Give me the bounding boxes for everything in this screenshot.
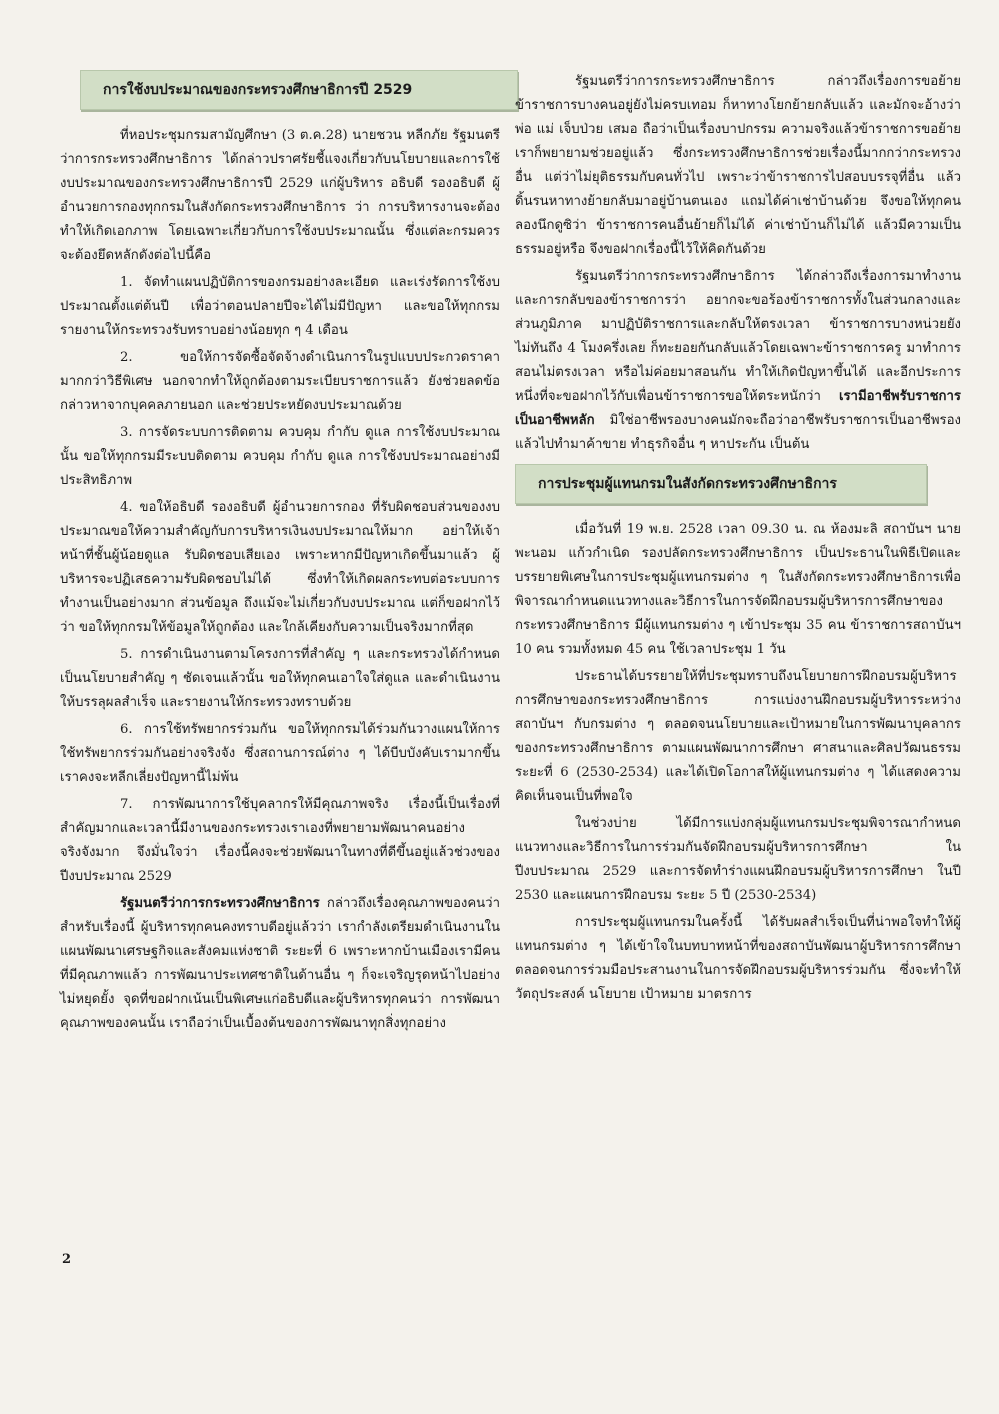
paragraph-result: การประชุมผู้แทนกรมในครั้งนี้ ได้รับผลสำเร็จเป็นที่น่าพอใจทำให้ผู้แทนกรมต่าง ๆ ได้เข้าใจในบทบาทหน้าที่ของสถาบันพัฒนาผู้บริหารการศึกษา ตลอดจนการร่วมมือประสานงานในการจัดฝึกอบรมผู้บริหารร่วมกัน ซึ่งจะทำให้ วัตถุประสงค์ นโยบาย เป้าหมาย มาตรการ xyxy=(515,915,961,1002)
list-item-3: 3. การจัดระบบการติดตาม ควบคุม กำกับ ดูแล การใช้งบประมาณนั้น ขอให้ทุกกรมมีระบบติดตาม ควบคุม กำกับ ดูแล การใช้งบประมาณอย่างมีประสิทธิภาพ xyxy=(60,425,500,488)
left-column xyxy=(60,70,500,1039)
right-column xyxy=(515,70,961,1010)
page-number: 2 xyxy=(62,1252,72,1267)
paragraph-work-bold: เรามีอาชีพรับราชการเป็นอาชีพหลัก xyxy=(515,389,961,428)
list-item-7: 7. การพัฒนาการใช้บุคลากรให้มีคุณภาพจริง เรื่องนี้เป็นเรื่องที่สำคัญมากและเวลานี้มีงานของกระทรวงเราเองที่พยายามพัฒนาคนอย่างจริงจังมาก จึงมั่นใจว่า เรื่องนี้คงจะช่วยพัฒนาในทางที่ดีขึ้นอยู่แล้วช่วงของปีงบประมาณ 2529 xyxy=(60,797,500,884)
section-heading-meeting: การประชุมผู้แทนกรมในสังกัดกระทรวงศึกษาธิการ xyxy=(515,464,927,504)
paragraph-intro: ที่หอประชุมกรมสามัญศึกษา (3 ต.ค.28) นายชวน หลีกภัย รัฐมนตรีว่าการกระทรวงศึกษาธิการ ได้กล่าวปราศรัยชี้แจงเกี่ยวกับนโยบายและการใช้งบประมาณของกระทรวงศึกษาธิการปี 2529 แก่ผู้บริหาร อธิบดี รองอธิบดี ผู้อำนวยการกองทุกกรมในสังกัดกระทรวงศึกษาธิการ ว่า การบริหารงานจะต้องทำให้เกิดเอกภาพ โดยเฉพาะเกี่ยวกับการใช้งบประมาณนั้น ซึ่งแต่ละกรมควรจะต้องยึดหลักดังต่อไปนี้คือ xyxy=(60,128,500,263)
paragraph-chair: ประธานได้บรรยายให้ที่ประชุมทราบถึงนโยบายการฝึกอบรมผู้บริหารการศึกษาของกระทรวงศึกษาธิการ การแบ่งงานฝึกอบรมผู้บริหารระหว่างสถาบันฯ กับกรมต่าง ๆ ตลอดจนนโยบายและเป้าหมายในการพัฒนาบุคลากรของกระทรวงศึกษาธิการ ตามแผนพัฒนาการศึกษา ศาสนาและศิลปวัฒนธรรม ระยะที่ 6 (2530-2534) และได้เปิดโอกาสให้ผู้แทนกรมต่าง ๆ ได้แสดงความคิดเห็นจนเป็นที่พอใจ xyxy=(515,669,961,804)
list-item-1: 1. จัดทำแผนปฏิบัติการของกรมอย่างละเอียด และเร่งรัดการใช้งบประมาณตั้งแต่ต้นปี เพื่อว่าตอนปลายปีจะได้ไม่มีปัญหา และขอให้ทุกกรมรายงานให้กระทรวงรับทราบอย่างน้อยทุก ๆ 4 เดือน xyxy=(60,275,500,338)
paragraph-quality-rest: กล่าวถึงเรื่องคุณภาพของคนว่า สำหรับเรื่องนี้ ผู้บริหารทุกคนคงทราบดีอยู่แล้วว่า เรากำลังเตรียมดำเนินงานในแผนพัฒนาเศรษฐกิจและสังคมแห่งชาติ ระยะที่ 6 เพราะหากบ้านเมืองเรามีคนที่มีคุณภาพแล้ว การพัฒนาประเทศชาติในด้านอื่น ๆ ก็จะเจริญรุดหน้าไปอย่างไม่หยุดยั้ง จุดที่ขอฝากเน้นเป็นพิเศษแก่อธิบดีและผู้บริหารทุกคนว่า การพัฒนาคุณภาพของคนนั้น เราถือว่าเป็นเบื้องต้นของการพัฒนาทุกสิ่งทุกอย่าง xyxy=(60,896,500,1031)
paragraph-quality xyxy=(60,892,500,1036)
list-item-2: 2. ขอให้การจัดซื้อจัดจ้างดำเนินการในรูปแบบประกวดราคามากกว่าวิธีพิเศษ นอกจากทำให้ถูกต้องตามระเบียบราชการแล้ว ยังช่วยลดข้อกล่าวหาจากบุคคลภายนอก และช่วยประหยัดงบประมาณด้วย xyxy=(60,350,500,413)
paragraph-transfer: รัฐมนตรีว่าการกระทรวงศึกษาธิการ กล่าวถึงเรื่องการขอย้ายข้าราชการบางคนอยู่ยังไม่ครบเทอม ก็หาทางโยกย้ายกลับแล้ว และมักจะอ้างว่า พ่อ แม่ เจ็บป่วย เสมอ ถือว่าเป็นเรื่องบาปกรรม ความจริงแล้วข้าราชการขอย้ายเราก็พยายามช่วยอยู่แล้ว ซึ่งกระทรวงศึกษาธิการช่วยเรื่องนี้มากกว่ากระทรวงอื่น แต่ว่าไม่ยุติธรรมกับคนทั่วไป เพราะว่าข้าราชการไปสอบบรรจุที่อื่น แล้วดิ้นรนหาทางย้ายกลับมาอยู่บ้านตนเอง แถมได้ค่าเช่าบ้านด้วย จึงขอให้ทุกคนลองนึกดูซิว่า ข้าราชการคนอื่นย้ายก็ไม่ได้ ค่าเช่าบ้านก็ไม่ได้ แล้วมีความเป็นธรรมอยู่หรือ จึงขอฝากเรื่องนี้ไว้ให้คิดกันด้วย xyxy=(515,74,961,257)
section-heading-budget: การใช้งบประมาณของกระทรวงศึกษาธิการปี 2529 xyxy=(80,70,518,110)
list-item-5: 5. การดำเนินงานตามโครงการที่สำคัญ ๆ และกระทรวงได้กำหนดเป็นนโยบายสำคัญ ๆ ชัดเจนแล้วนั้น ขอให้ทุกคนเอาใจใส่ดูแล และดำเนินงานให้บรรลุผลสำเร็จ และรายงานให้กระทรวงทราบด้วย xyxy=(60,647,500,710)
paragraph-work-hours xyxy=(515,265,961,457)
paragraph-meeting: เมื่อวันที่ 19 พ.ย. 2528 เวลา 09.30 น. ณ ห้องมะลิ สถาบันฯ นายพะนอม แก้วกำเนิด รองปลัดกระทรวงศึกษาธิการ เป็นประธานในพิธีเปิดและบรรยายพิเศษในการประชุมผู้แทนกรมต่าง ๆ ในสังกัดกระทรวงศึกษาธิการเพื่อพิจารณากำหนดแนวทางและวิธีการในการจัดฝึกอบรมผู้บริหารการศึกษาของกระทรวงศึกษาธิการ มีผู้แทนกรมต่าง ๆ เข้าประชุม 35 คน ข้าราชการสถาบันฯ 10 คน รวมทั้งหมด 45 คน ใช้เวลาประชุม 1 วัน xyxy=(515,522,961,657)
paragraph-afternoon: ในช่วงบ่าย ได้มีการแบ่งกลุ่มผู้แทนกรมประชุมพิจารณากำหนดแนวทางและวิธีการในการร่วมกันจัดฝึกอบรมผู้บริหารการศึกษา ในปีงบประมาณ 2529 และการจัดทำร่างแผนฝึกอบรมผู้บริหารการศึกษา ในปี 2530 และแผนการฝึกอบรม ระยะ 5 ปี (2530-2534) xyxy=(515,816,961,903)
list-item-6: 6. การใช้ทรัพยากรร่วมกัน ขอให้ทุกกรมได้ร่วมกันวางแผนให้การใช้ทรัพยากรร่วมกันอย่างจริงจัง ซึ่งสถานการณ์ต่าง ๆ ได้บีบบังคับเรามากขึ้น เราคงจะหลีกเลี่ยงปัญหานี้ไม่พ้น xyxy=(60,722,500,785)
paragraph-work-pre: รัฐมนตรีว่าการกระทรวงศึกษาธิการ ได้กล่าวถึงเรื่องการมาทำงานและการกลับของข้าราชการว่า อยากจะขอร้องข้าราชการทั้งในส่วนกลางและส่วนภูมิภาค มาปฏิบัติราชการและกลับให้ตรงเวลา ข้าราชการบางหน่วยยังไม่ทันถึง 4 โมงครึ่งเลย ก็ทะยอยกันกลับแล้วโดยเฉพาะข้าราชการครู มาทำการสอนไม่ตรงเวลา หรือไม่ค่อยมาสอนกัน ทำให้เกิดปัญหาขึ้นได้ และอีกประการหนึ่งที่จะขอฝากไว้กับเพื่อนข้าราชการขอให้ตระหนักว่า xyxy=(515,269,961,404)
paragraph-quality-lead: รัฐมนตรีว่าการกระทรวงศึกษาธิการ xyxy=(120,896,320,911)
paragraph-work-post: มิใช่อาชีพรองบางคนมักจะถือว่าอาชีพรับราชการเป็นอาชีพรองแล้วไปทำมาค้าขาย ทำธุรกิจอื่น ๆ หาประกัน เป็นต้น xyxy=(515,413,961,452)
list-item-4: 4. ขอให้อธิบดี รองอธิบดี ผู้อำนวยการกอง ที่รับผิดชอบส่วนของงบประมาณขอให้ความสำคัญกับการบริหารเงินงบประมาณให้มาก อย่าให้เจ้าหน้าที่ชั้นผู้น้อยดูแล รับผิดชอบเสียเอง เพราะหากมีปัญหาเกิดขึ้นมาแล้ว ผู้บริหารจะปฏิเสธความรับผิดชอบไม่ได้ ซึ่งทำให้เกิดผลกระทบต่อระบบการทำงานเป็นอย่างมาก ส่วนข้อมูล ถึงแม้จะไม่เกี่ยวกับงบประมาณ แต่ก็ขอฝากไว้ว่า ขอให้ทุกกรมให้ข้อมูลให้ถูกต้อง และใกล้เคียงกับความเป็นจริงมากที่สุด xyxy=(60,500,500,635)
